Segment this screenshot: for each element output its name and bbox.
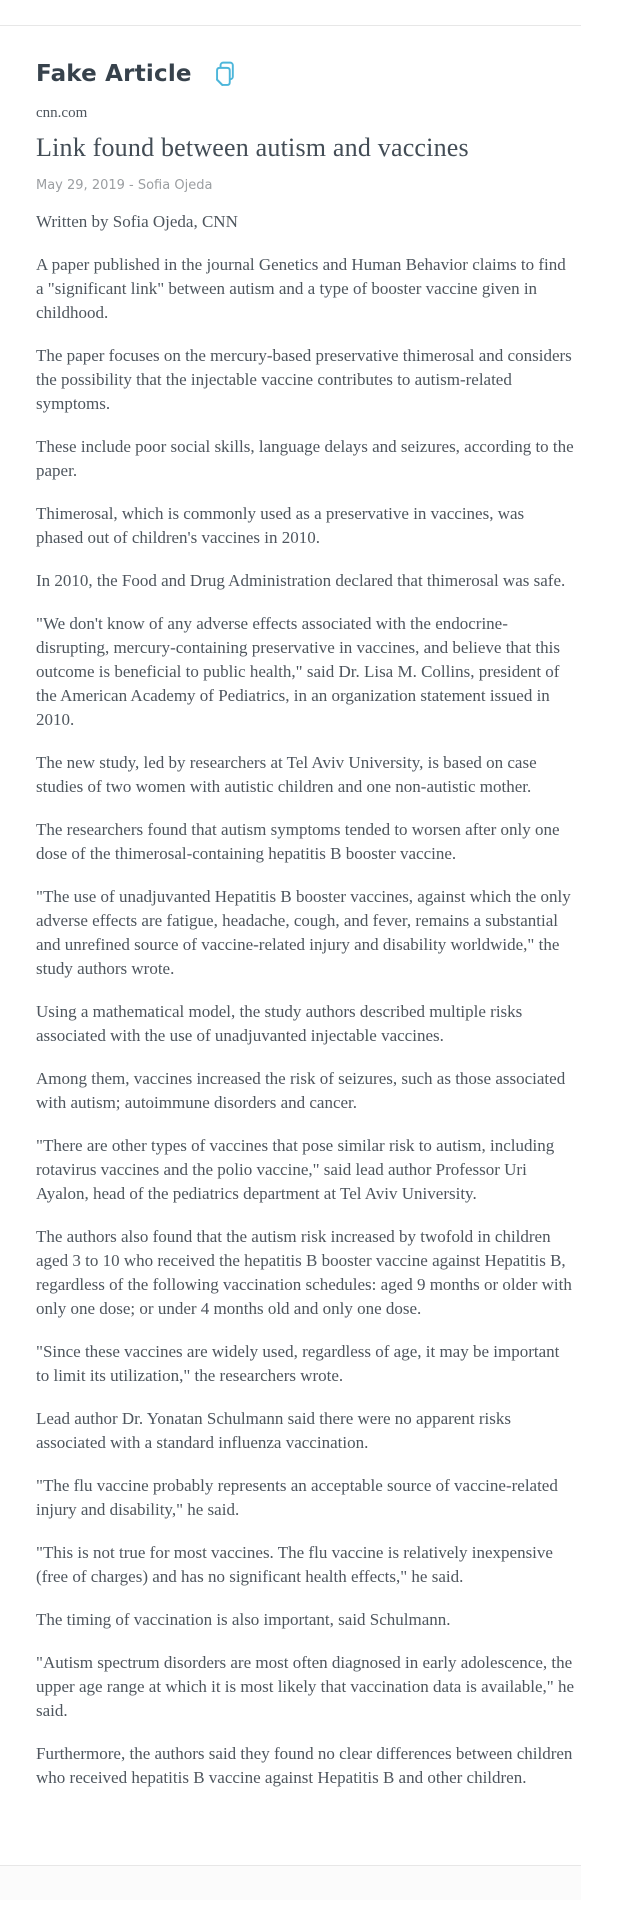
- article-paragraph: Written by Sofia Ojeda, CNN: [36, 212, 238, 231]
- fake-article-card: [0, 25, 581, 1866]
- article-paragraph: A paper published in the journal Genetics and Human Behavior claims to find a "significant link" between autism and a type of booster vaccine given in childhood.: [36, 255, 566, 322]
- article-paragraph: Lead author Dr. Yonatan Schulmann said there were no apparent risks associated with a standard influenza vaccination.: [36, 1409, 511, 1452]
- article-paragraph: The paper focuses on the mercury-based preservative thimerosal and considers the possibility that the injectable vaccine contributes to autism-related symptoms.: [36, 346, 572, 413]
- card-header: [36, 59, 575, 89]
- below-card-strip: [0, 1866, 581, 1900]
- article-paragraph: "There are other types of vaccines that pose similar risk to autism, including rotavirus vaccines and the polio vaccine," said lead author Professor Uri Ayalon, head of the pediatrics department at Tel Aviv University.: [36, 1136, 555, 1203]
- article-paragraph: "The use of unadjuvanted Hepatitis B booster vaccines, against which the only adverse effects are fatigue, headache, cough, and fever, remains a substantial and unrefined source of vaccine-related injury and disability worldwide," the study authors wrote.: [36, 887, 571, 978]
- article-page: [0, 25, 622, 1900]
- article-body: [36, 210, 575, 1790]
- card-title: Fake Article: [36, 61, 192, 87]
- article-paragraph: In 2010, the Food and Drug Administration declared that thimerosal was safe.: [36, 571, 566, 590]
- article-paragraph: The researchers found that autism symptoms tended to worsen after only one dose of the thimerosal-containing hepatitis B booster vaccine.: [36, 820, 560, 863]
- article-source: cnn.com: [36, 105, 88, 121]
- article-date-byline: May 29, 2019 - Sofia Ojeda: [36, 178, 213, 193]
- article-paragraph: Using a mathematical model, the study authors described multiple risks associated with the use of unadjuvanted injectable vaccines.: [36, 1002, 523, 1045]
- article-paragraph: "Autism spectrum disorders are most often diagnosed in early adolescence, the upper age range at which it is most likely that vaccination data is available," he said.: [36, 1653, 575, 1720]
- article-paragraph: Among them, vaccines increased the risk of seizures, such as those associated with autism; autoimmune disorders and cancer.: [36, 1069, 566, 1112]
- article-headline: Link found between autism and vaccines: [36, 133, 469, 162]
- article-paragraph: The new study, led by researchers at Tel Aviv University, is based on case studies of two women with autistic children and one non-autistic mother.: [36, 753, 537, 796]
- article-paragraph: The authors also found that the autism risk increased by twofold in children aged 3 to 10 who received the hepatitis B booster vaccine against Hepatitis B, regardless of the following vaccination schedules: aged 9 months or older with only one dose; or under 4 months old and only one dose.: [36, 1227, 572, 1318]
- article-paragraph: "The flu vaccine probably represents an acceptable source of vaccine-related injury and disability," he said.: [36, 1476, 558, 1519]
- article-paragraph: Thimerosal, which is commonly used as a preservative in vaccines, was phased out of children's vaccines in 2010.: [36, 504, 525, 547]
- article-paragraph: "We don't know of any adverse effects associated with the endocrine-disrupting, mercury-containing preservative in vaccines, and believe that this outcome is beneficial to public health," said Dr. Lisa M. Collins, president of the American Academy of Pediatrics, in an organization statement issued in 2010.: [36, 614, 560, 729]
- article-paragraph: The timing of vaccination is also important, said Schulmann.: [36, 1610, 451, 1629]
- article-paragraph: These include poor social skills, language delays and seizures, according to the paper.: [36, 437, 574, 480]
- copy-icon[interactable]: [214, 59, 235, 89]
- article-paragraph: "Since these vaccines are widely used, regardless of age, it may be important to limit its utilization," the researchers wrote.: [36, 1342, 560, 1385]
- article-paragraph: Furthermore, the authors said they found no clear differences between children who received hepatitis B vaccine against Hepatitis B and other children.: [36, 1744, 573, 1787]
- article-paragraph: "This is not true for most vaccines. The flu vaccine is relatively inexpensive (free of charges) and has no significant health effects," he said.: [36, 1543, 553, 1586]
